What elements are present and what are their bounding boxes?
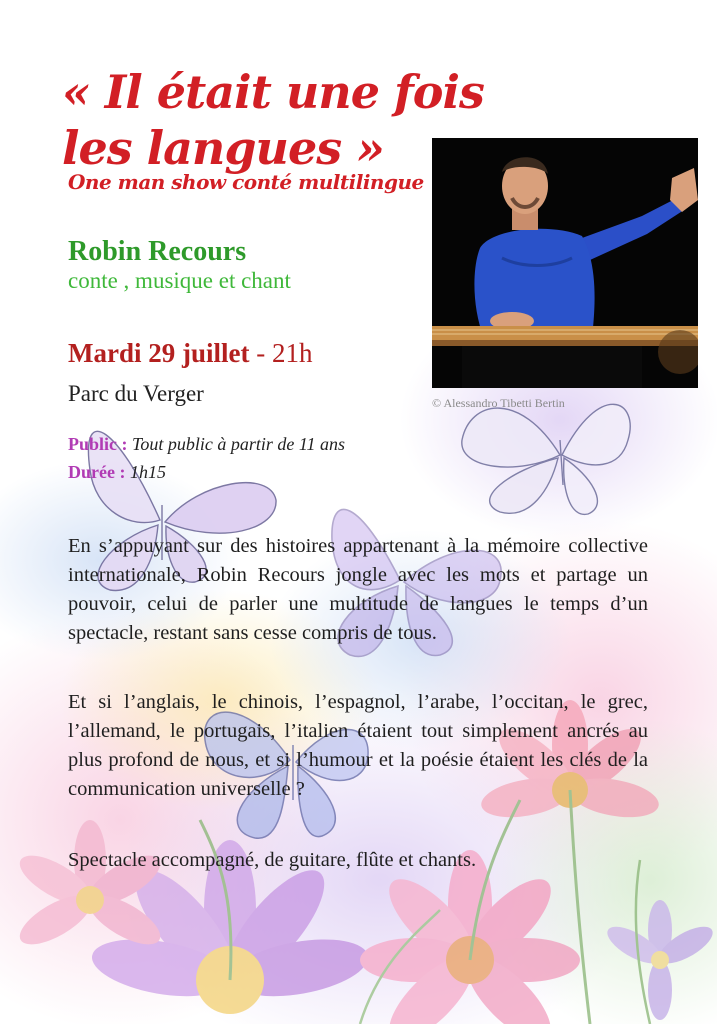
photo-credit: © Alessandro Tibetti Bertin <box>432 396 565 410</box>
duration-info <box>68 462 166 483</box>
date-separator: - <box>249 338 272 368</box>
duration-label: Durée : <box>68 462 126 482</box>
artist-tagline: conte , musique et chant <box>68 268 291 293</box>
title-line-2: les langues » <box>62 121 384 175</box>
description-paragraph-2: Et si l’anglais, le chinois, l’espagnol, l’arabe, l’occitan, le grec, l’allemand, le portugais, l’italien étaient tout simplement ancrés au plus profond de nous, et si l’humour et la poésie étaient les clés de la communication universelle ? <box>68 691 648 800</box>
artist-name: Robin Recours <box>68 236 247 267</box>
poster-title <box>62 64 484 176</box>
title-line-1: « Il était une fois <box>62 65 484 119</box>
description-paragraph-3: Spectacle accompagné, de guitare, flûte et chants. <box>68 849 477 871</box>
public-label: Public : <box>68 434 128 454</box>
poster-subtitle: One man show conté multilingue <box>68 170 424 194</box>
event-venue: Parc du Verger <box>68 381 204 406</box>
duration-value: 1h15 <box>129 462 166 482</box>
description-paragraph-1: En s’appuyant sur des histoires appartenant à la mémoire collective internationale, Robin Recours jongle avec les mots et partage un pouvoir, celui de parler une multitude de langues le temps d’un spectacle, restant sans cesse compris de tous. <box>68 535 648 644</box>
public-info <box>68 434 345 455</box>
event-time: 21h <box>271 338 313 368</box>
event-date <box>68 338 312 369</box>
public-value: Tout public à partir de 11 ans <box>132 434 346 454</box>
performer-photo <box>432 138 698 388</box>
event-day: Mardi 29 juillet <box>68 338 250 368</box>
